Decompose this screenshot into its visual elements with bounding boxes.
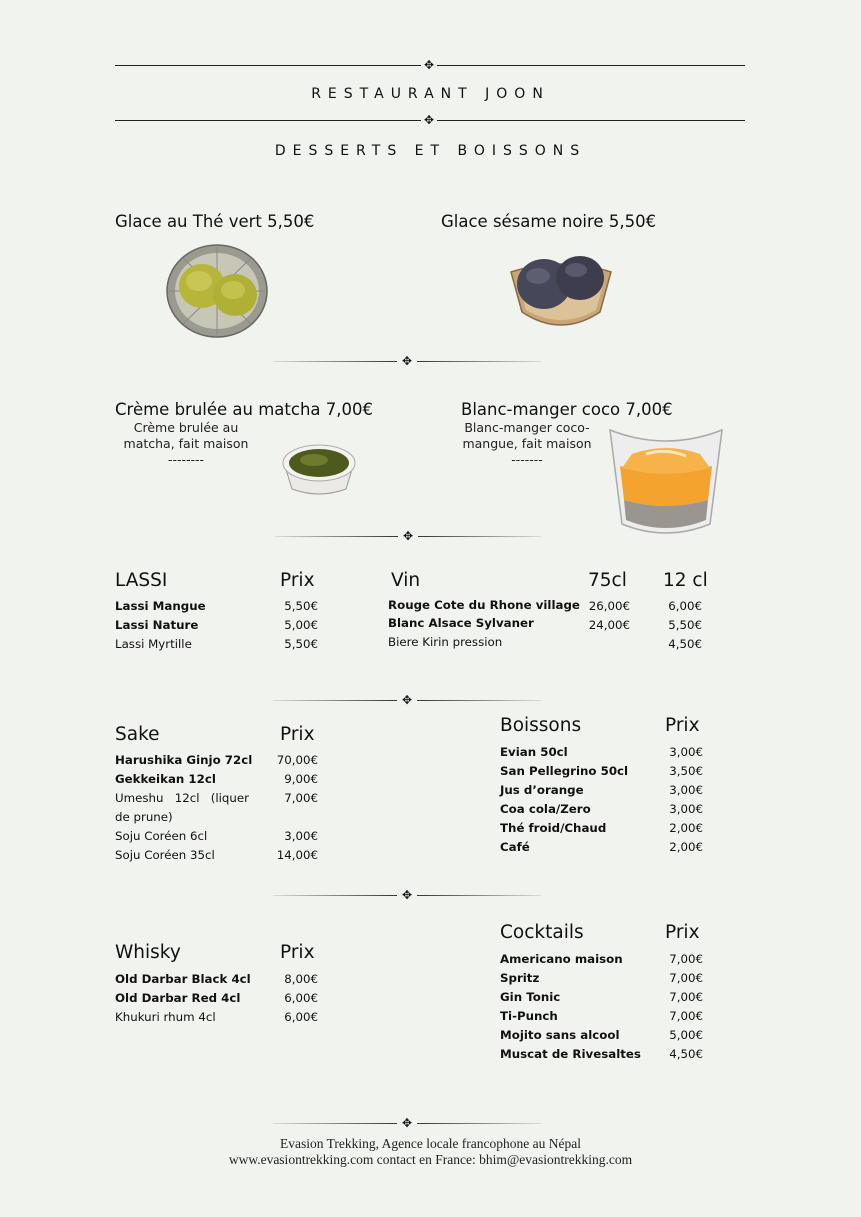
page-subtitle: DESSERTS ET BOISSONS	[274, 143, 587, 159]
vin-price-12cl: 6,00€	[668, 599, 702, 613]
sake-item: Harushika Ginjo 72cl	[115, 753, 253, 767]
vin-75cl-header: 75cl	[588, 570, 627, 591]
lassi-item: Lassi Mangue	[115, 599, 206, 613]
ornament-icon: ✥	[401, 693, 413, 707]
vin-price-12cl: 4,50€	[668, 637, 702, 651]
dessert-description: Crème brulée au	[133, 420, 239, 435]
lassi-price: 5,50€	[284, 637, 318, 651]
boissons-item: Coa cola/Zero	[500, 802, 591, 816]
boissons-item: Thé froid/Chaud	[500, 821, 607, 835]
sake-item: Umeshu 12cl (liquer	[115, 791, 249, 805]
sake-price: 9,00€	[284, 772, 318, 786]
whisky-price: 6,00€	[284, 991, 318, 1005]
dessert-description: matcha, fait maison	[123, 436, 249, 451]
whisky-item: Khukuri rhum 4cl	[115, 1010, 216, 1024]
boissons-item: Evian 50cl	[500, 745, 568, 759]
cocktails-price: 7,00€	[669, 990, 703, 1004]
sake-price: 70,00€	[276, 753, 318, 767]
boissons-price: 2,00€	[669, 821, 703, 835]
ornament-icon: ✥	[401, 888, 413, 902]
boissons-price: 3,00€	[669, 745, 703, 759]
whisky-item: Old Darbar Red 4cl	[115, 991, 241, 1005]
dessert-title: Blanc-manger coco 7,00€	[461, 400, 673, 419]
sake-price: 3,00€	[284, 829, 318, 843]
cocktails-item: Americano maison	[500, 952, 623, 966]
sake-price: 14,00€	[276, 848, 318, 862]
boissons-price: 3,00€	[669, 802, 703, 816]
dessert-title: Glace sésame noire 5,50€	[441, 212, 657, 231]
vin-title: Vin	[391, 570, 421, 591]
sake-item: Gekkeikan 12cl	[115, 772, 216, 786]
ornament-icon: ✥	[402, 529, 414, 543]
sake-title: Sake	[115, 724, 160, 745]
sake-item: Soju Coréen 6cl	[115, 829, 208, 843]
cocktails-price: 7,00€	[669, 1009, 703, 1023]
boissons-price-header: Prix	[665, 715, 700, 736]
dessert-description: --------	[167, 452, 205, 467]
cocktails-item: Gin Tonic	[500, 990, 561, 1004]
sake-item-continued: de prune)	[115, 810, 173, 824]
vin-item: Rouge Cote du Rhone village	[388, 598, 580, 612]
whisky-price: 8,00€	[284, 972, 318, 986]
matcha-ice-cream-image	[165, 243, 269, 339]
section-divider	[273, 889, 541, 901]
ornament-icon: ✥	[401, 1116, 413, 1130]
boissons-title: Boissons	[500, 715, 582, 736]
vin-price-12cl: 5,50€	[668, 618, 702, 632]
lassi-title: LASSI	[115, 570, 168, 591]
cocktails-item: Mojito sans alcool	[500, 1028, 620, 1042]
dessert-title: Crème brulée au matcha 7,00€	[115, 400, 373, 419]
cocktails-price-header: Prix	[665, 922, 700, 943]
cocktails-title: Cocktails	[500, 922, 584, 943]
boissons-price: 3,00€	[669, 783, 703, 797]
cocktails-item: Muscat de Rivesaltes	[500, 1047, 641, 1061]
vin-item: Blanc Alsace Sylvaner	[388, 616, 534, 630]
lassi-item: Lassi Myrtille	[115, 637, 192, 651]
footer-divider	[273, 1117, 541, 1129]
cocktails-price: 4,50€	[669, 1047, 703, 1061]
dessert-description: Blanc-manger coco-	[464, 420, 590, 435]
boissons-item: Café	[500, 840, 530, 854]
vin-item: Biere Kirin pression	[388, 635, 503, 649]
blanc-manger-image	[606, 424, 726, 540]
section-divider	[275, 530, 541, 542]
dessert-description: -------	[511, 452, 543, 467]
restaurant-name: RESTAURANT JOON	[311, 86, 550, 102]
ornament-icon: ✥	[421, 59, 437, 71]
footer-contact: www.evasiontrekking.com contact en France: bhim@evasiontrekking.com	[228, 1152, 633, 1167]
whisky-item: Old Darbar Black 4cl	[115, 972, 251, 986]
lassi-price: 5,50€	[284, 599, 318, 613]
cocktails-item: Ti-Punch	[500, 1009, 558, 1023]
cocktails-price: 7,00€	[669, 952, 703, 966]
boissons-item: San Pellegrino 50cl	[500, 764, 629, 778]
vin-12cl-header: 12 cl	[663, 570, 708, 591]
ornament-icon: ✥	[401, 354, 413, 368]
whisky-price-header: Prix	[280, 942, 315, 963]
lassi-price-header: Prix	[280, 570, 315, 591]
whisky-price: 6,00€	[284, 1010, 318, 1024]
creme-brulee-image	[280, 441, 358, 497]
whisky-title: Whisky	[115, 942, 181, 963]
boissons-price: 2,00€	[669, 840, 703, 854]
dessert-title: Glace au Thé vert 5,50€	[115, 212, 315, 231]
lassi-price: 5,00€	[284, 618, 318, 632]
cocktails-price: 7,00€	[669, 971, 703, 985]
dessert-description: mangue, fait maison	[462, 436, 592, 451]
lassi-item: Lassi Nature	[115, 618, 199, 632]
sake-price: 7,00€	[284, 791, 318, 805]
sake-item: Soju Coréen 35cl	[115, 848, 215, 862]
boissons-price: 3,50€	[669, 764, 703, 778]
vin-price-75cl: 24,00€	[588, 618, 630, 632]
cocktails-price: 5,00€	[669, 1028, 703, 1042]
section-divider	[273, 355, 541, 367]
ornament-icon: ✥	[421, 114, 437, 126]
sake-price-header: Prix	[280, 724, 315, 745]
black-sesame-ice-cream-image	[508, 242, 614, 336]
cocktails-item: Spritz	[500, 971, 540, 985]
footer-agency: Evasion Trekking, Agence locale francophone au Népal	[279, 1136, 582, 1151]
boissons-item: Jus d’orange	[500, 783, 584, 797]
vin-price-75cl: 26,00€	[588, 599, 630, 613]
section-divider	[273, 694, 541, 706]
